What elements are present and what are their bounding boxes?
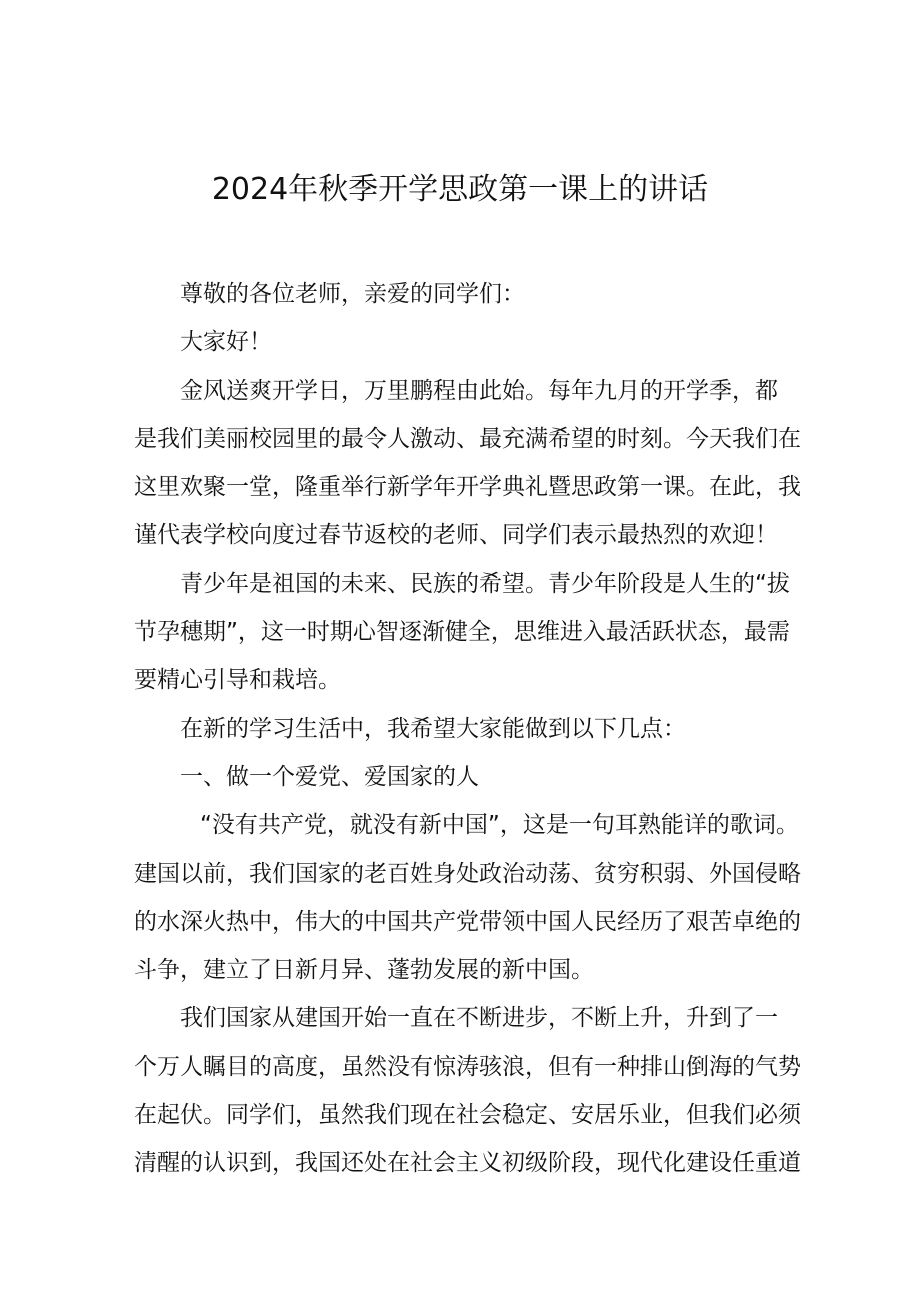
document-title: 2024年秋季开学思政第一课上的讲话: [211, 172, 709, 207]
text-line: 的水深火热中，伟大的中国共产党带领中国人民经历了艰苦卓绝的: [134, 908, 801, 935]
text-line: 是我们美丽校园里的最令人激动、最充满希望的时刻。今天我们在: [134, 425, 801, 452]
text-line: 节孕穗期”，这一时期心智逐渐健全，思维进入最活跃状态，最需: [134, 619, 790, 646]
text-line: 我们国家从建国开始一直在不断进步，不断上升，升到了一: [180, 1005, 778, 1032]
text-line: 个万人瞩目的高度，虽然没有惊涛骇浪，但有一种排山倒海的气势: [134, 1053, 801, 1080]
text-line: 清醒的认识到，我国还处在社会主义初级阶段，现代化建设任重道: [134, 1150, 801, 1177]
text-line: 谨代表学校向度过春节返校的老师、同学们表示最热烈的欢迎！: [134, 522, 778, 549]
text-line: 金风送爽开学日，万里鹏程由此始。每年九月的开学季，都: [180, 377, 778, 404]
text-line: 在新的学习生活中，我希望大家能做到以下几点：: [180, 715, 686, 742]
text-line: 青少年是祖国的未来、民族的希望。青少年阶段是人生的“拔: [180, 570, 790, 597]
text-line: 这里欢聚一堂，隆重举行新学年开学典礼暨思政第一课。在此，我: [134, 474, 801, 501]
salutation: 尊敬的各位老师，亲爱的同学们：: [180, 281, 525, 307]
document-body: [134, 270, 799, 1188]
text-line: 斗争，建立了日新月异、蓬勃发展的新中国。: [134, 957, 594, 984]
greeting: 大家好！: [180, 329, 272, 356]
text-line: 在起伏。同学们，虽然我们现在社会稳定、安居乐业，但我们必须: [134, 1102, 801, 1129]
text-line: 建国以前，我们国家的老百姓身处政治动荡、贫穷积弱、外国侵略: [134, 860, 801, 887]
section-heading: 一、做一个爱党、爱国家的人: [180, 763, 479, 790]
text-line: “没有共产党，就没有新中国”，这是一句耳熟能详的歌词。: [200, 812, 799, 839]
text-line: 要精心引导和栽培。: [134, 667, 341, 694]
